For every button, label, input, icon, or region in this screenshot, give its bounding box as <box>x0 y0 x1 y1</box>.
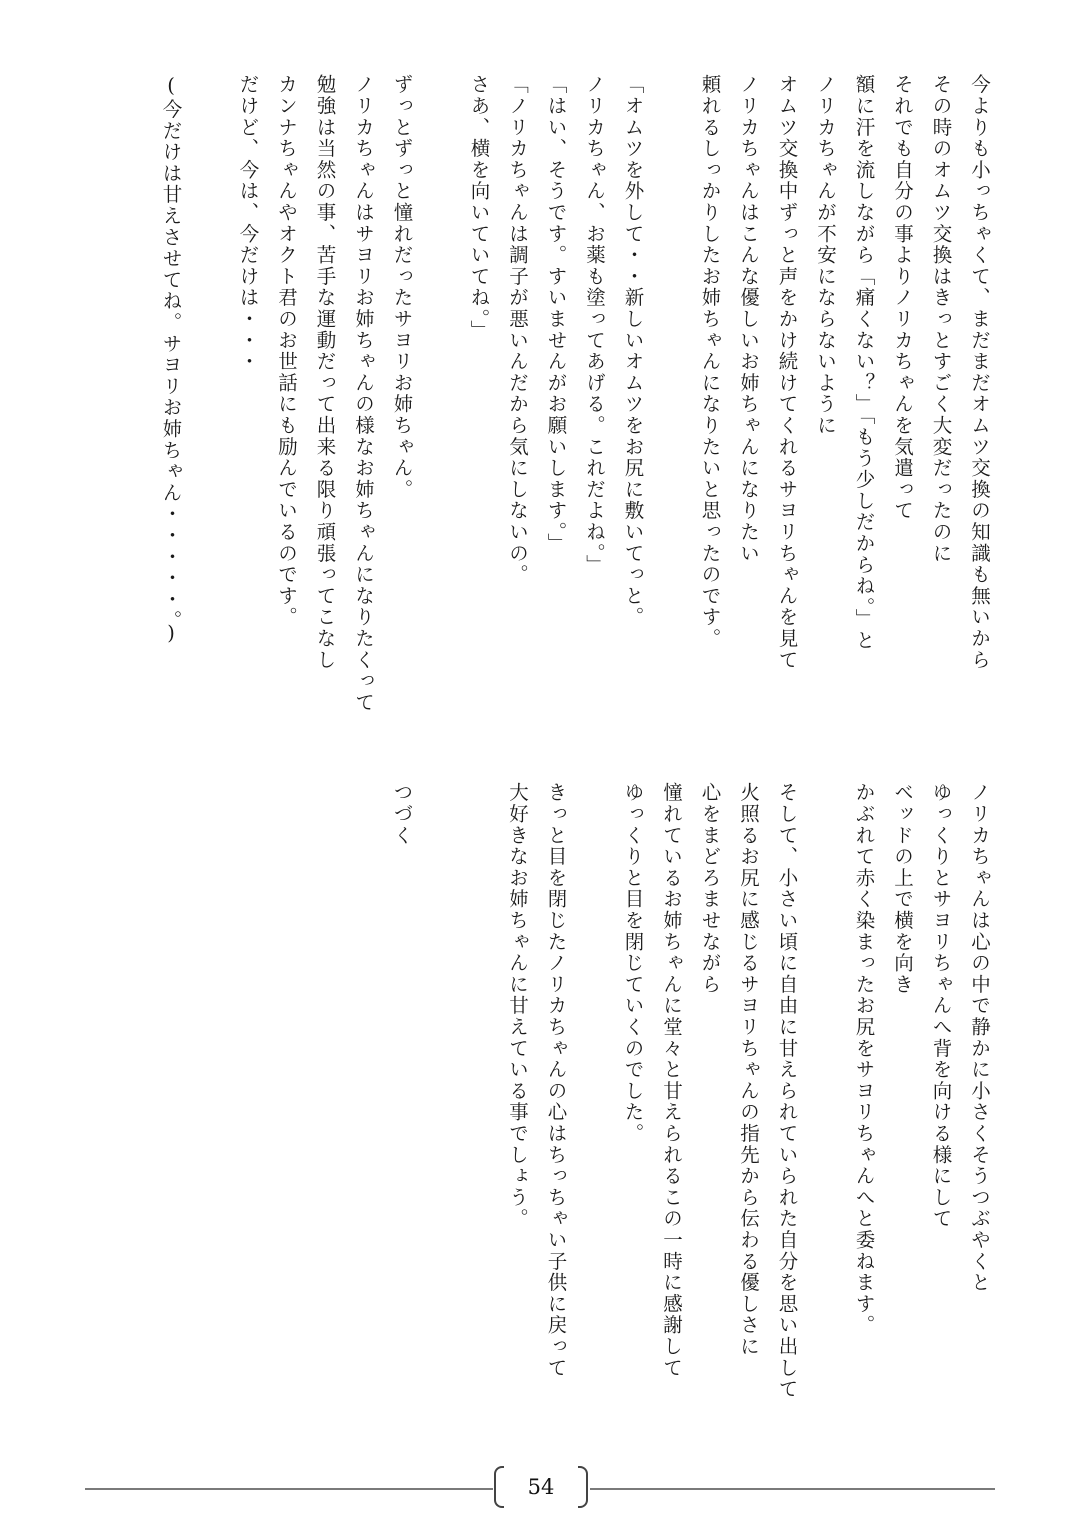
lower-line: 火照るお尻に感じるサヨリちゃんの指先から伝わる優しさに <box>737 782 760 1358</box>
lower-blank-line <box>421 782 460 1422</box>
lower-line: そして、小さい頃に自由に甘えられていられた自分を思い出して <box>775 782 799 1400</box>
upper-line: (今だけは甘えさせてね。サヨリお姉ちゃん・・・・・。) <box>159 74 183 647</box>
upper-line: その時のオムツ交換はきっとすごく大変だったのに <box>929 74 953 564</box>
lower-line: ベッドの上で横を向き <box>891 782 914 995</box>
upper-line: オムツ交換中ずっと声をかけ続けてくれるサヨリちゃんを見て <box>775 74 799 671</box>
upper-line: ノリカちゃんはサヨリお姉ちゃんの様なお姉ちゃんになりたくって <box>352 74 375 713</box>
story-text-lower <box>382 782 998 1422</box>
lower-line: 憧れているお姉ちゃんに堂々と甘えられるこの一時に感謝して <box>660 782 683 1379</box>
upper-line: 「ノリカちゃんは調子が悪いんだから気にしないの。 <box>506 74 529 586</box>
upper-blank-line <box>421 74 460 734</box>
footer-rule-right <box>590 1488 995 1490</box>
lower-line: きっと目を閉じたノリカちゃんの心はちっちゃい子供に戻って <box>544 782 568 1379</box>
lower-line: ゆっくりとサヨリちゃんへ背を向ける様にして <box>929 782 953 1230</box>
lower-blank-line <box>575 782 614 1422</box>
lower-line: かぶれて赤く染まったお尻をサヨリちゃんへと委ねます。 <box>852 782 876 1336</box>
upper-line: ずっとずっと憧れだったサヨリお姉ちゃん。 <box>390 74 414 500</box>
page-number: 54 <box>527 1475 555 1499</box>
lower-line: ゆっくりと目を閉じていくのでした。 <box>621 782 645 1145</box>
upper-line: 今よりも小っちゃくて、まだまだオムツ交換の知識も無いから <box>968 74 991 671</box>
page-number-bracket-right <box>578 1466 588 1508</box>
upper-line: 「はい、そうです。すいませんがお願いします。」 <box>544 74 568 555</box>
upper-line: ノリカちゃんが不安にならないように <box>814 74 837 437</box>
page-number-bracket-left <box>494 1466 504 1508</box>
upper-line: だけど、今は、今だけは・・・ <box>236 74 260 373</box>
lower-line: つづく <box>390 782 414 846</box>
upper-blank-line <box>652 74 691 734</box>
upper-line: それでも自分の事よりノリカちゃんを気遣って <box>891 74 914 522</box>
lower-blank-line <box>806 782 845 1422</box>
upper-blank-line <box>190 74 229 734</box>
story-text-upper <box>151 74 998 734</box>
upper-line: ノリカちゃんはこんな優しいお姉ちゃんになりたい <box>737 74 760 564</box>
upper-line: 頼れるしっかりしたお姉ちゃんになりたいと思ったのです。 <box>698 74 722 650</box>
upper-line: カンナちゃんやオクト君のお世話にも励んでいるのです。 <box>275 74 298 628</box>
upper-line: 「オムツを外して・・新しいオムツをお尻に敷いてっと。 <box>621 74 645 628</box>
upper-line: ノリカちゃん、お薬も塗ってあげる。これだよね。」 <box>583 74 606 576</box>
lower-blank-line <box>459 782 498 1422</box>
lower-line: 大好きなお姉ちゃんに甘えている事でしょう。 <box>506 782 529 1230</box>
lower-line: 心をまどろませながら <box>698 782 722 995</box>
upper-line: 勉強は当然の事、苦手な運動だって出来る限り頑張ってこなし <box>313 74 337 671</box>
upper-line: さあ、横を向いていてね。」 <box>467 74 491 342</box>
upper-line: 額に汗を流しながら「痛くない？」「もう少しだからね。」と <box>852 74 876 651</box>
lower-line: ノリカちゃんは心の中で静かに小さくそうつぶやくと <box>968 782 991 1294</box>
footer-rule-left <box>85 1488 493 1490</box>
